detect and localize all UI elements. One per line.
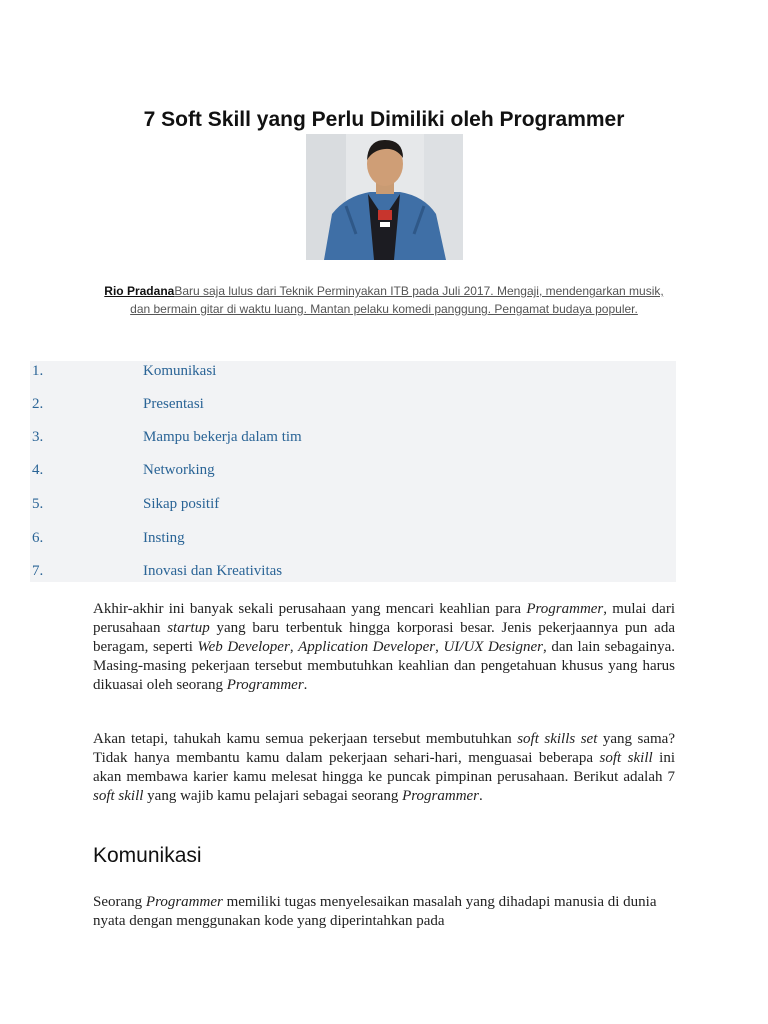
article-title: 7 Soft Skill yang Perlu Dimiliki oleh Programmer [143, 108, 625, 131]
komunikasi-paragraph [93, 893, 675, 931]
toc-item-insting[interactable] [30, 530, 676, 552]
toc-item-number: 7. [32, 563, 44, 579]
toc-item-number: 3. [32, 429, 44, 445]
toc-item-label: Komunikasi [143, 363, 217, 379]
toc-item-label: Presentasi [143, 396, 204, 412]
toc-item-number: 4. [32, 462, 44, 478]
toc-item-number: 6. [32, 530, 44, 546]
text-run: , [435, 639, 444, 655]
toc-item-label: Sikap positif [143, 496, 220, 512]
author-photo-image [306, 134, 463, 260]
text-run: . [303, 677, 308, 693]
author-photo [306, 134, 463, 260]
toc-item-label: Inovasi dan Kreativitas [143, 563, 283, 579]
text-run: memiliki tugas menyelesaikan masalah yang dihadapi manusia di dunia nyata dengan menggunakan kode yang diperintahkan pada [93, 894, 657, 929]
text-run-italic: Programmer [226, 677, 304, 693]
text-run-italic: soft skill [93, 788, 144, 804]
table-of-contents [30, 361, 676, 582]
text-run: , [289, 639, 299, 655]
text-run-italic: soft skill [599, 750, 653, 766]
text-run: , dan lain sebagainya. Masing-masing pekerjaan tersebut membutuhkan keahlian dan pengetahuan khusus yang harus dikuasai oleh seorang [93, 639, 675, 693]
text-run: yang baru terbentuk hingga korporasi besar. Jenis pekerjaannya pun ada beragam, seperti [93, 620, 675, 655]
text-run: yang sama? Tidak hanya membantu kamu dalam pekerjaan sehari-hari, menguasai beberapa [93, 731, 675, 766]
toc-item-sikap-positif[interactable] [30, 496, 676, 518]
text-run: Akhir-akhir ini banyak sekali perusahaan yang mencari keahlian para [93, 601, 527, 617]
toc-item-komunikasi[interactable] [30, 363, 676, 385]
toc-item-number: 2. [32, 396, 44, 412]
toc-item-label: Networking [143, 462, 215, 478]
intro-paragraph [93, 600, 675, 695]
text-run: Akan tetapi, tahukah kamu semua pekerjaan tersebut membutuhkan [93, 731, 518, 747]
toc-item-label: Mampu bekerja dalam tim [143, 429, 302, 445]
toc-item-networking[interactable] [30, 462, 676, 484]
toc-item-bekerja-dalam-tim[interactable] [30, 429, 676, 451]
toc-item-label: Insting [143, 530, 185, 546]
text-run: yang wajib kamu pelajari sebagai seorang [143, 788, 403, 804]
text-run: , mulai dari perusahaan [93, 601, 675, 636]
text-run: ini akan membawa karier kamu melesat hingga ke puncak pimpinan perusahaan. Berikut adalah 7 [93, 750, 676, 785]
text-run: Seorang [93, 894, 146, 910]
text-run-italic: Programmer [402, 788, 480, 804]
text-run-italic: Web Developer [197, 639, 290, 655]
text-run: . [479, 788, 483, 804]
text-run-italic: UI/UX Designer [443, 639, 544, 655]
text-run-italic: startup [167, 620, 210, 636]
text-run-italic: Application Developer [298, 639, 436, 655]
text-run-italic: Programmer [145, 894, 223, 910]
text-run-italic: soft skills set [517, 731, 598, 747]
text-run-italic: Programmer [526, 601, 604, 617]
author-byline [100, 282, 668, 318]
section-heading-komunikasi: Komunikasi [93, 844, 202, 867]
toc-item-inovasi-kreativitas[interactable] [30, 563, 676, 585]
toc-item-number: 1. [32, 363, 44, 379]
author-bio: Baru saja lulus dari Teknik Perminyakan ITB pada Juli 2017. Mengaji, mendengarkan musik, dan bermain gitar di waktu luang. Mantan pelaku komedi panggung. Pengamat budaya populer. [130, 284, 664, 316]
toc-item-presentasi[interactable] [30, 396, 676, 418]
author-name-link[interactable]: Rio Pradana [104, 284, 175, 298]
toc-item-number: 5. [32, 496, 44, 512]
second-paragraph [93, 730, 675, 806]
